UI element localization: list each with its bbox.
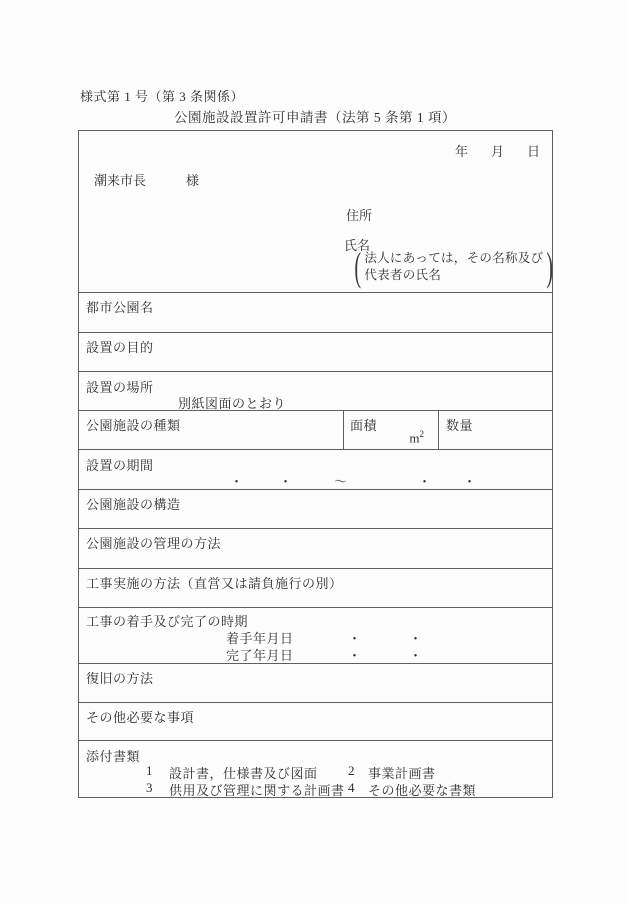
location-label: 設置の場所 xyxy=(86,380,154,395)
page-title: 公園施設設置許可申請書（法第 5 条第 1 項） xyxy=(174,110,456,125)
form-number: 様式第 1 号（第 3 条関係） xyxy=(80,89,245,104)
addressee-line xyxy=(94,170,199,189)
row-restoration xyxy=(79,664,552,703)
name-label: 氏名 xyxy=(344,238,371,253)
other-label: その他必要な事項 xyxy=(86,710,195,725)
row-other xyxy=(79,703,552,741)
header-section xyxy=(79,131,552,293)
row-purpose xyxy=(79,333,552,372)
close-paren: ) xyxy=(546,244,554,289)
row-construction-method xyxy=(79,569,552,608)
period-label: 設置の期間 xyxy=(86,458,154,473)
construction-method-label: 工事実施の方法（直営又は請負施行の別） xyxy=(86,576,343,591)
attachment-4-no: 4 xyxy=(348,780,355,795)
facility-type-cell xyxy=(79,411,344,449)
corporate-note-text xyxy=(364,250,543,284)
attachment-2-no: 2 xyxy=(348,763,355,778)
row-construction-timing xyxy=(79,608,552,664)
location-value: 別紙図面のとおり xyxy=(178,396,287,411)
address-label: 住所 xyxy=(346,208,373,223)
attachment-3-text: 供用及び管理に関する計画書 xyxy=(169,783,345,798)
period-dot-2: ・ xyxy=(279,474,293,489)
purpose-label: 設置の目的 xyxy=(86,340,154,355)
date-line xyxy=(455,141,540,160)
end-date-label: 完了年月日 xyxy=(226,648,294,663)
row-facility-type xyxy=(79,411,552,450)
start-date-dot-1: ・ xyxy=(348,631,362,646)
addressee-name: 潮来市長 xyxy=(94,173,147,188)
construction-timing-label: 工事の着手及び完了の時期 xyxy=(86,614,249,629)
corporate-note xyxy=(351,244,557,289)
period-dot-3: ・ xyxy=(418,474,432,489)
quantity-label: 数量 xyxy=(446,418,474,433)
area-cell xyxy=(344,411,439,449)
date-month-label: 月 xyxy=(490,144,504,159)
attachment-2-text: 事業計画書 xyxy=(368,766,436,781)
application-form-table xyxy=(78,130,553,798)
attachments-label: 添付書類 xyxy=(86,749,141,764)
date-year-label: 年 xyxy=(454,144,468,159)
quantity-cell xyxy=(439,411,552,449)
row-period xyxy=(79,450,552,490)
attachment-3-no: 3 xyxy=(146,780,153,795)
row-attachments xyxy=(79,741,552,797)
period-dot-1: ・ xyxy=(230,474,244,489)
corporate-note-line1: 法人にあっては，その名称及び xyxy=(364,251,544,265)
addressee-honorific: 様 xyxy=(186,173,200,188)
management-label: 公園施設の管理の方法 xyxy=(86,536,222,551)
restoration-label: 復旧の方法 xyxy=(86,671,154,686)
open-paren: ( xyxy=(354,244,361,289)
structure-label: 公園施設の構造 xyxy=(86,497,181,512)
corporate-note-line2: 代表者の氏名 xyxy=(364,268,442,282)
facility-type-label: 公園施設の種類 xyxy=(86,418,181,433)
attachment-1-no: 1 xyxy=(146,763,153,778)
row-structure xyxy=(79,490,552,529)
row-location xyxy=(79,372,552,411)
park-name-label: 都市公園名 xyxy=(86,300,154,315)
date-day-label: 日 xyxy=(526,144,540,159)
end-date-dot-2: ・ xyxy=(409,648,423,663)
row-management xyxy=(79,529,552,569)
attachment-4-text: その他必要な書類 xyxy=(368,783,477,798)
start-date-label: 着手年月日 xyxy=(226,631,294,646)
end-date-dot-1: ・ xyxy=(348,648,362,663)
period-tilde: ～ xyxy=(334,474,348,489)
start-date-dot-2: ・ xyxy=(409,631,423,646)
attachment-1-text: 設計書，仕様書及び図面 xyxy=(169,766,318,781)
period-dot-4: ・ xyxy=(463,474,477,489)
row-park-name xyxy=(79,293,552,333)
area-label: 面積 xyxy=(350,418,378,433)
area-unit: $m^2$ xyxy=(409,428,424,445)
